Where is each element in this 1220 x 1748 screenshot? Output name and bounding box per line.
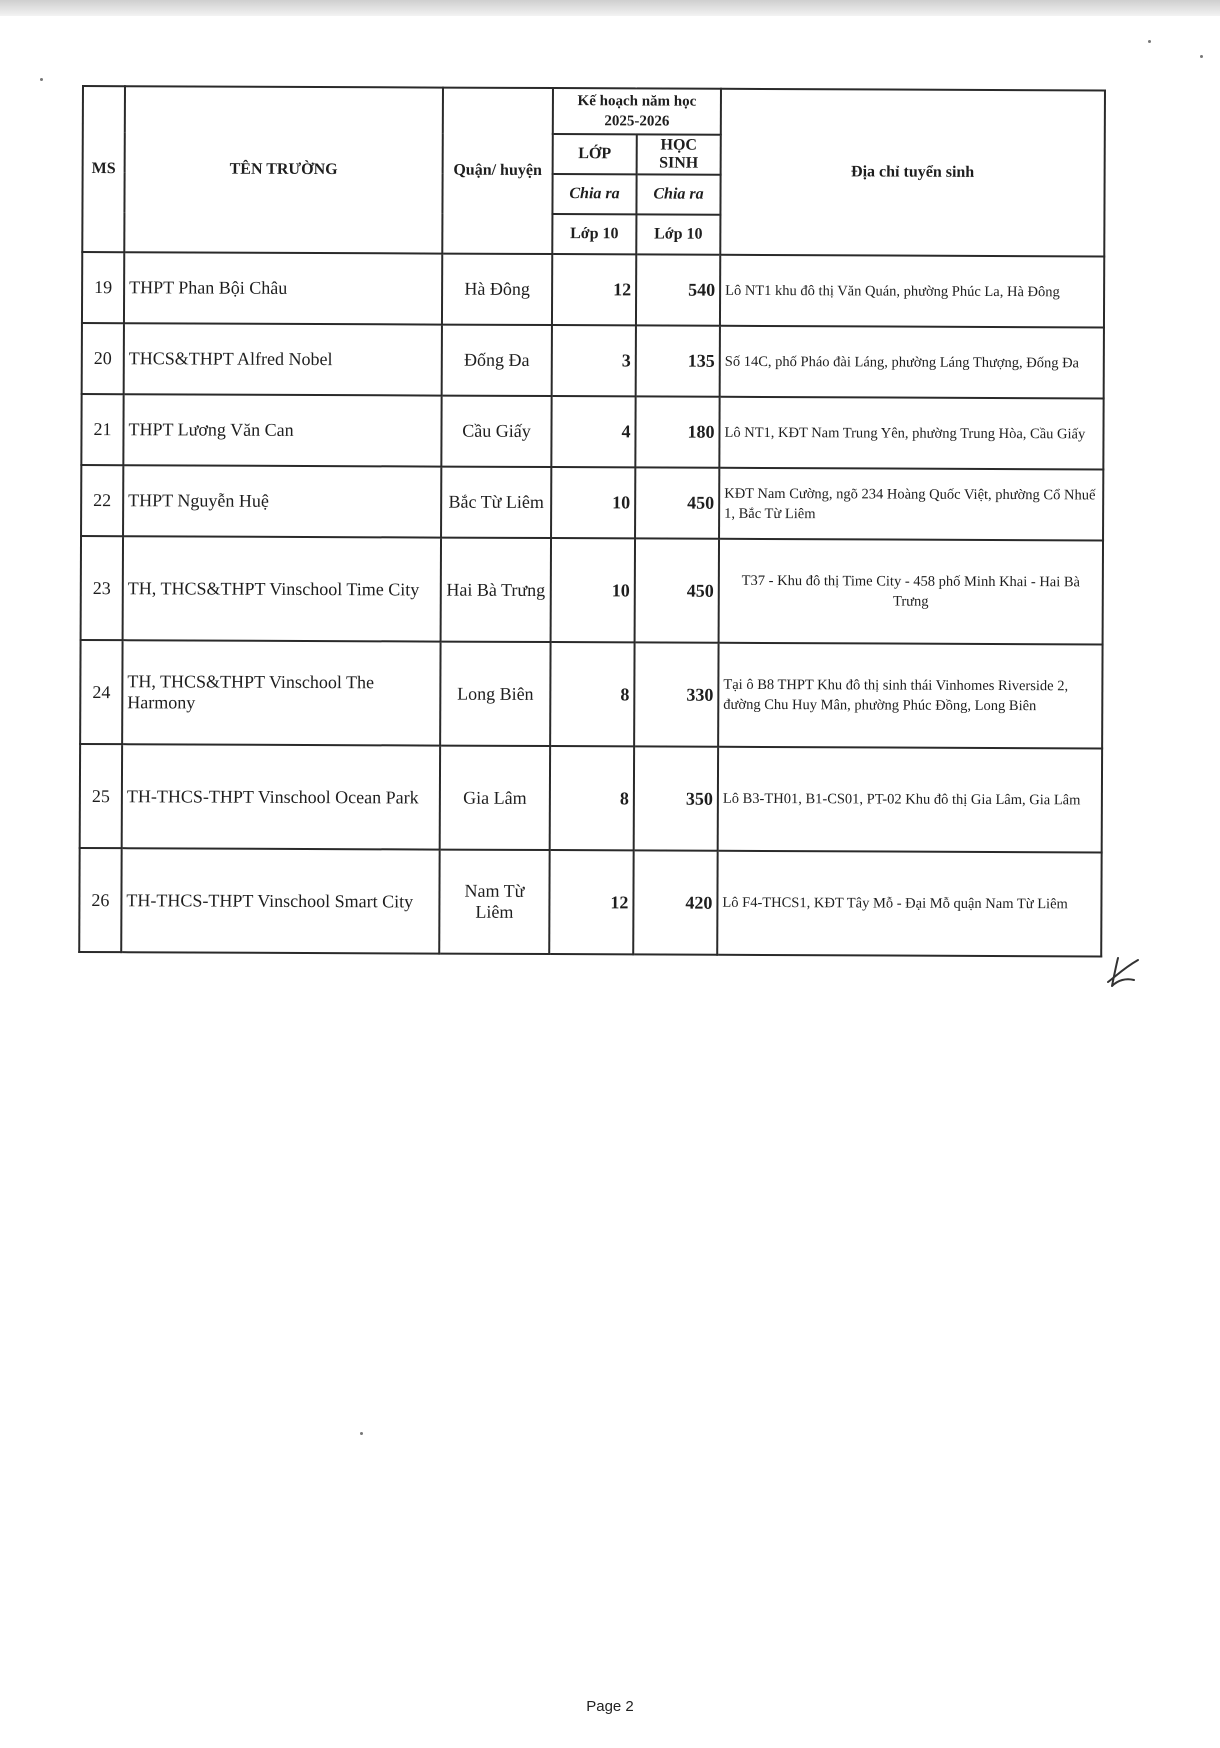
- table-row: [81, 536, 1103, 644]
- header-grade10-classes: Lớp 10: [552, 214, 636, 254]
- cell-classes: 8: [550, 642, 634, 746]
- header-plan-line2: 2025-2026: [604, 113, 670, 130]
- cell-ms: 22: [81, 465, 123, 536]
- header-grade10-students: Lớp 10: [636, 214, 720, 254]
- table-row: [82, 323, 1104, 398]
- scan-speck: [1200, 55, 1203, 58]
- cell-district: Bắc Từ Liêm: [441, 467, 551, 538]
- cell-students: 540: [636, 254, 720, 325]
- cell-classes: 10: [551, 538, 635, 642]
- cell-school-name: THPT Phan Bội Châu: [124, 252, 442, 324]
- cell-students: 180: [635, 396, 719, 467]
- cell-classes: 3: [552, 325, 636, 396]
- page-number: Page 2: [586, 1698, 634, 1715]
- cell-school-name: THPT Lương Văn Can: [123, 394, 441, 466]
- cell-district: Cầu Giấy: [441, 396, 551, 467]
- table-row: [81, 394, 1103, 469]
- cell-classes: 4: [551, 396, 635, 467]
- cell-address: T37 - Khu đô thị Time City - 458 phố Minh Khai - Hai Bà Trưng: [719, 539, 1103, 645]
- cell-classes: 12: [549, 850, 633, 954]
- cell-school-name: TH, THCS&THPT Vinschool Time City: [123, 536, 441, 641]
- cell-district: Long Biên: [440, 642, 550, 746]
- cell-classes: 12: [552, 254, 636, 325]
- cell-school-name: TH, THCS&THPT Vinschool The Harmony: [122, 640, 440, 745]
- cell-district: Hà Đông: [442, 254, 552, 325]
- header-plan-line1: Kế hoạch năm học: [577, 93, 697, 110]
- header-plan: [553, 88, 721, 135]
- schools-table: [78, 85, 1106, 957]
- header-classes: LỚP: [553, 134, 637, 174]
- table-row: [79, 848, 1101, 956]
- cell-classes: 8: [550, 746, 634, 850]
- cell-address: Tại ô B8 THPT Khu đô thị sinh thái Vinhomes Riverside 2, đường Chu Huy Mân, phường Phúc Đồng, Long Biên: [718, 643, 1102, 749]
- header-breakdown-classes: Chia ra: [552, 174, 636, 214]
- cell-ms: 20: [82, 323, 124, 394]
- header-ms: MS: [82, 86, 125, 252]
- cell-ms: 23: [81, 536, 123, 640]
- cell-students: 350: [634, 746, 718, 850]
- cell-ms: 19: [82, 252, 124, 323]
- table-row: [80, 744, 1102, 852]
- header-address: Địa chỉ tuyển sinh: [720, 89, 1105, 257]
- cell-ms: 24: [80, 640, 122, 744]
- header-breakdown-students: Chia ra: [636, 174, 720, 214]
- scan-speck: [40, 78, 43, 81]
- cell-ms: 25: [80, 744, 122, 848]
- cell-students: 450: [635, 538, 719, 642]
- cell-address: Lô B3-TH01, B1-CS01, PT-02 Khu đô thị Gia Lâm, Gia Lâm: [718, 747, 1102, 853]
- signature-mark: [1104, 950, 1144, 990]
- table-row: [81, 465, 1103, 540]
- cell-address: Lô F4-THCS1, KĐT Tây Mỗ - Đại Mỗ quận Nam Từ Liêm: [717, 851, 1101, 957]
- cell-district: Hai Bà Trưng: [441, 538, 551, 642]
- cell-ms: 21: [81, 394, 123, 465]
- cell-school-name: TH-THCS-THPT Vinschool Ocean Park: [122, 744, 440, 849]
- cell-ms: 26: [79, 848, 121, 952]
- cell-district: Nam Từ Liêm: [439, 850, 549, 954]
- cell-school-name: THPT Nguyễn Huệ: [123, 465, 441, 537]
- cell-classes: 10: [551, 467, 635, 538]
- cell-address: Lô NT1 khu đô thị Văn Quán, phường Phúc La, Hà Đông: [720, 255, 1104, 328]
- cell-address: Lô NT1, KĐT Nam Trung Yên, phường Trung Hòa, Cầu Giấy: [719, 397, 1103, 470]
- cell-address: KĐT Nam Cường, ngõ 234 Hoàng Quốc Việt, phường Cổ Nhuế 1, Bắc Từ Liêm: [719, 468, 1103, 541]
- table-row: [80, 640, 1102, 748]
- header-school-name: TÊN TRƯỜNG: [124, 86, 443, 253]
- scan-speck: [1148, 40, 1151, 43]
- cell-students: 420: [633, 850, 717, 954]
- table-row: [82, 252, 1104, 327]
- cell-address: Số 14C, phố Pháo đài Láng, phường Láng Thượng, Đống Đa: [720, 326, 1104, 399]
- scan-top-edge: [0, 0, 1220, 16]
- cell-district: Đống Đa: [442, 325, 552, 396]
- header-students: HỌC SINH: [637, 134, 721, 174]
- cell-school-name: THCS&THPT Alfred Nobel: [124, 323, 442, 395]
- scan-speck: [360, 1432, 363, 1435]
- cell-students: 135: [636, 325, 720, 396]
- cell-students: 330: [634, 642, 718, 746]
- cell-district: Gia Lâm: [440, 746, 550, 850]
- header-district: Quận/ huyện: [442, 88, 553, 254]
- cell-students: 450: [635, 467, 719, 538]
- cell-school-name: TH-THCS-THPT Vinschool Smart City: [121, 848, 439, 953]
